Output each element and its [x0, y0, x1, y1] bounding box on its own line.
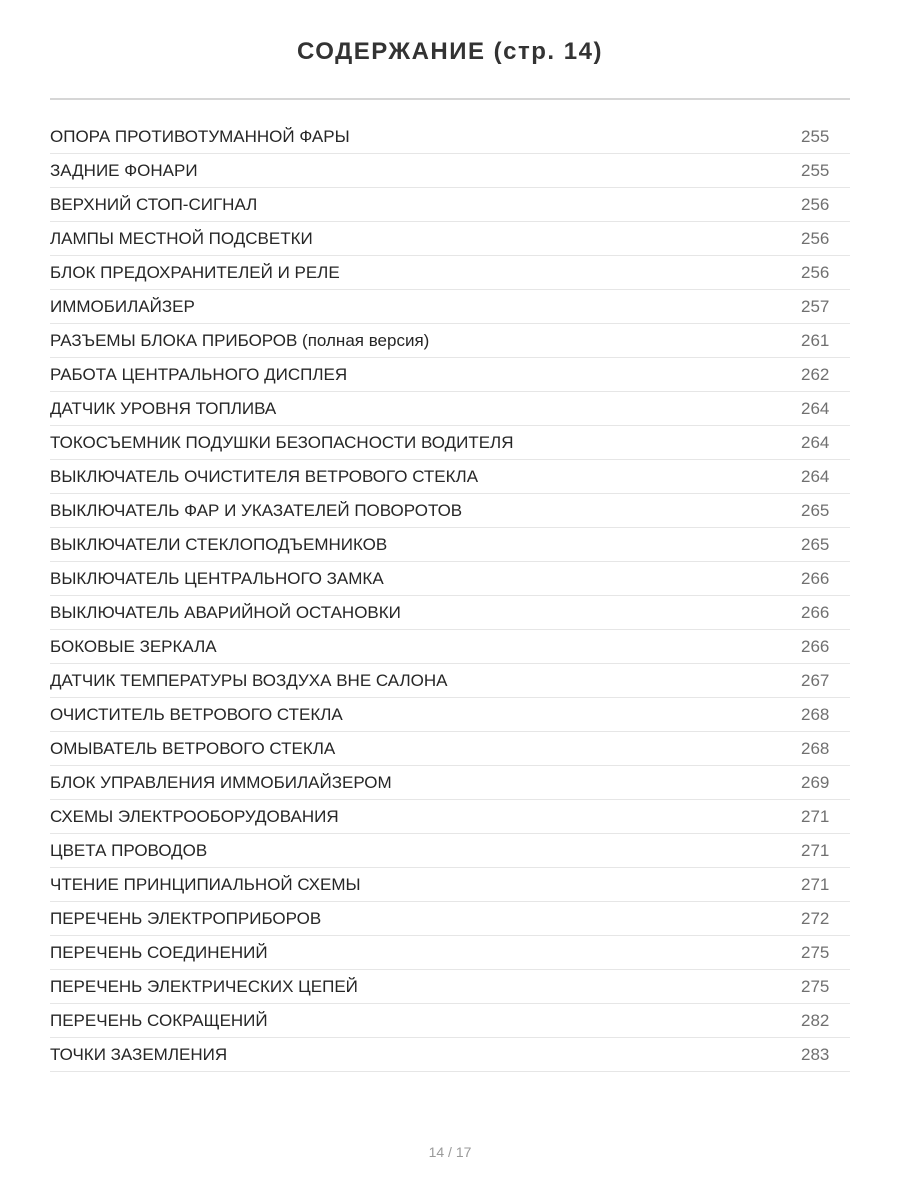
toc-entry-title: ПЕРЕЧЕНЬ СОКРАЩЕНИЙ	[50, 1010, 268, 1030]
toc-entry-page-number: 264	[801, 466, 830, 486]
toc-entry[interactable]	[50, 154, 850, 188]
toc-entry-title: ДАТЧИК ТЕМПЕРАТУРЫ ВОЗДУХА ВНЕ САЛОНА	[50, 670, 448, 690]
toc-entry-page-number: 261	[801, 330, 830, 350]
toc-entry-page-number: 266	[801, 602, 830, 622]
toc-entry-title: ЛАМПЫ МЕСТНОЙ ПОДСВЕТКИ	[50, 228, 313, 248]
toc-entry-title: ДАТЧИК УРОВНЯ ТОПЛИВА	[50, 398, 277, 418]
title-divider	[50, 98, 850, 100]
toc-entry[interactable]	[50, 494, 850, 528]
toc-entry-page-number: 255	[801, 126, 830, 146]
toc-entry-page-number: 275	[801, 942, 830, 962]
toc-entry[interactable]	[50, 800, 850, 834]
toc-entry[interactable]	[50, 698, 850, 732]
toc-entry-title: ВЫКЛЮЧАТЕЛЬ ОЧИСТИТЕЛЯ ВЕТРОВОГО СТЕКЛА	[50, 466, 479, 486]
table-of-contents	[50, 120, 850, 1072]
toc-entry-title: ОПОРА ПРОТИВОТУМАННОЙ ФАРЫ	[50, 126, 350, 146]
toc-entry-page-number: 264	[801, 432, 830, 452]
toc-entry-page-number: 265	[801, 500, 830, 520]
toc-entry-title: ТОКОСЪЕМНИК ПОДУШКИ БЕЗОПАСНОСТИ ВОДИТЕЛЯ	[50, 432, 514, 452]
toc-entry-title: СХЕМЫ ЭЛЕКТРООБОРУДОВАНИЯ	[50, 806, 339, 826]
toc-entry-page-number: 268	[801, 704, 830, 724]
toc-entry[interactable]	[50, 1004, 850, 1038]
toc-entry[interactable]	[50, 596, 850, 630]
toc-entry-title: ОЧИСТИТЕЛЬ ВЕТРОВОГО СТЕКЛА	[50, 704, 343, 724]
toc-entry[interactable]	[50, 902, 850, 936]
toc-entry[interactable]	[50, 664, 850, 698]
toc-entry-page-number: 256	[801, 228, 830, 248]
toc-entry[interactable]	[50, 426, 850, 460]
toc-entry-page-number: 282	[801, 1010, 830, 1030]
toc-entry[interactable]	[50, 324, 850, 358]
toc-entry-title: РАЗЪЕМЫ БЛОКА ПРИБОРОВ (полная версия)	[50, 330, 430, 350]
toc-entry[interactable]	[50, 222, 850, 256]
toc-entry-title: ВЫКЛЮЧАТЕЛИ СТЕКЛОПОДЪЕМНИКОВ	[50, 534, 388, 554]
toc-entry-page-number: 275	[801, 976, 830, 996]
toc-entry-title: ИММОБИЛАЙЗЕР	[50, 296, 195, 316]
toc-entry[interactable]	[50, 460, 850, 494]
toc-entry[interactable]	[50, 188, 850, 222]
toc-entry-title: ПЕРЕЧЕНЬ ЭЛЕКТРИЧЕСКИХ ЦЕПЕЙ	[50, 976, 358, 996]
toc-entry[interactable]	[50, 1038, 850, 1072]
toc-entry[interactable]	[50, 358, 850, 392]
toc-entry-page-number: 262	[801, 364, 830, 384]
toc-entry-title: БЛОК УПРАВЛЕНИЯ ИММОБИЛАЙЗЕРОМ	[50, 772, 392, 792]
toc-entry[interactable]	[50, 970, 850, 1004]
toc-entry-page-number: 265	[801, 534, 830, 554]
toc-entry-page-number: 257	[801, 296, 830, 316]
toc-entry[interactable]	[50, 120, 850, 154]
toc-entry-page-number: 271	[801, 840, 830, 860]
toc-entry-title: БОКОВЫЕ ЗЕРКАЛА	[50, 636, 217, 656]
toc-entry-page-number: 256	[801, 262, 830, 282]
toc-entry-title: ВЫКЛЮЧАТЕЛЬ АВАРИЙНОЙ ОСТАНОВКИ	[50, 602, 401, 622]
toc-entry-title: ВЫКЛЮЧАТЕЛЬ ФАР И УКАЗАТЕЛЕЙ ПОВОРОТОВ	[50, 500, 463, 520]
toc-entry[interactable]	[50, 766, 850, 800]
toc-entry-page-number: 271	[801, 874, 830, 894]
toc-entry[interactable]	[50, 392, 850, 426]
toc-entry-page-number: 256	[801, 194, 830, 214]
toc-entry[interactable]	[50, 528, 850, 562]
toc-entry-page-number: 267	[801, 670, 830, 690]
toc-entry[interactable]	[50, 834, 850, 868]
toc-entry-page-number: 264	[801, 398, 830, 418]
toc-entry-page-number: 266	[801, 636, 830, 656]
toc-entry-page-number: 268	[801, 738, 830, 758]
toc-entry[interactable]	[50, 256, 850, 290]
toc-entry-title: ЦВЕТА ПРОВОДОВ	[50, 840, 208, 860]
toc-entry[interactable]	[50, 868, 850, 902]
toc-entry[interactable]	[50, 936, 850, 970]
toc-entry-page-number: 272	[801, 908, 830, 928]
toc-entry-title: ПЕРЕЧЕНЬ СОЕДИНЕНИЙ	[50, 942, 268, 962]
toc-entry-title: ПЕРЕЧЕНЬ ЭЛЕКТРОПРИБОРОВ	[50, 908, 322, 928]
toc-entry-page-number: 255	[801, 160, 830, 180]
toc-entry-page-number: 266	[801, 568, 830, 588]
toc-entry[interactable]	[50, 562, 850, 596]
toc-entry[interactable]	[50, 732, 850, 766]
toc-entry-page-number: 271	[801, 806, 830, 826]
page-indicator: 14 / 17	[428, 1144, 472, 1160]
toc-entry-page-number: 269	[801, 772, 830, 792]
toc-entry-title: ВЕРХНИЙ СТОП-СИГНАЛ	[50, 194, 258, 214]
toc-entry-title: РАБОТА ЦЕНТРАЛЬНОГО ДИСПЛЕЯ	[50, 364, 348, 384]
toc-entry-title: ОМЫВАТЕЛЬ ВЕТРОВОГО СТЕКЛА	[50, 738, 336, 758]
toc-entry-title: ВЫКЛЮЧАТЕЛЬ ЦЕНТРАЛЬНОГО ЗАМКА	[50, 568, 384, 588]
toc-entry[interactable]	[50, 290, 850, 324]
toc-entry-title: ТОЧКИ ЗАЗЕМЛЕНИЯ	[50, 1044, 228, 1064]
toc-entry-title: ЗАДНИЕ ФОНАРИ	[50, 160, 198, 180]
toc-entry[interactable]	[50, 630, 850, 664]
page-title: СОДЕРЖАНИЕ (стр. 14)	[297, 38, 603, 65]
toc-entry-title: БЛОК ПРЕДОХРАНИТЕЛЕЙ И РЕЛЕ	[50, 262, 340, 282]
toc-entry-title: ЧТЕНИЕ ПРИНЦИПИАЛЬНОЙ СХЕМЫ	[50, 874, 361, 894]
toc-entry-page-number: 283	[801, 1044, 830, 1064]
